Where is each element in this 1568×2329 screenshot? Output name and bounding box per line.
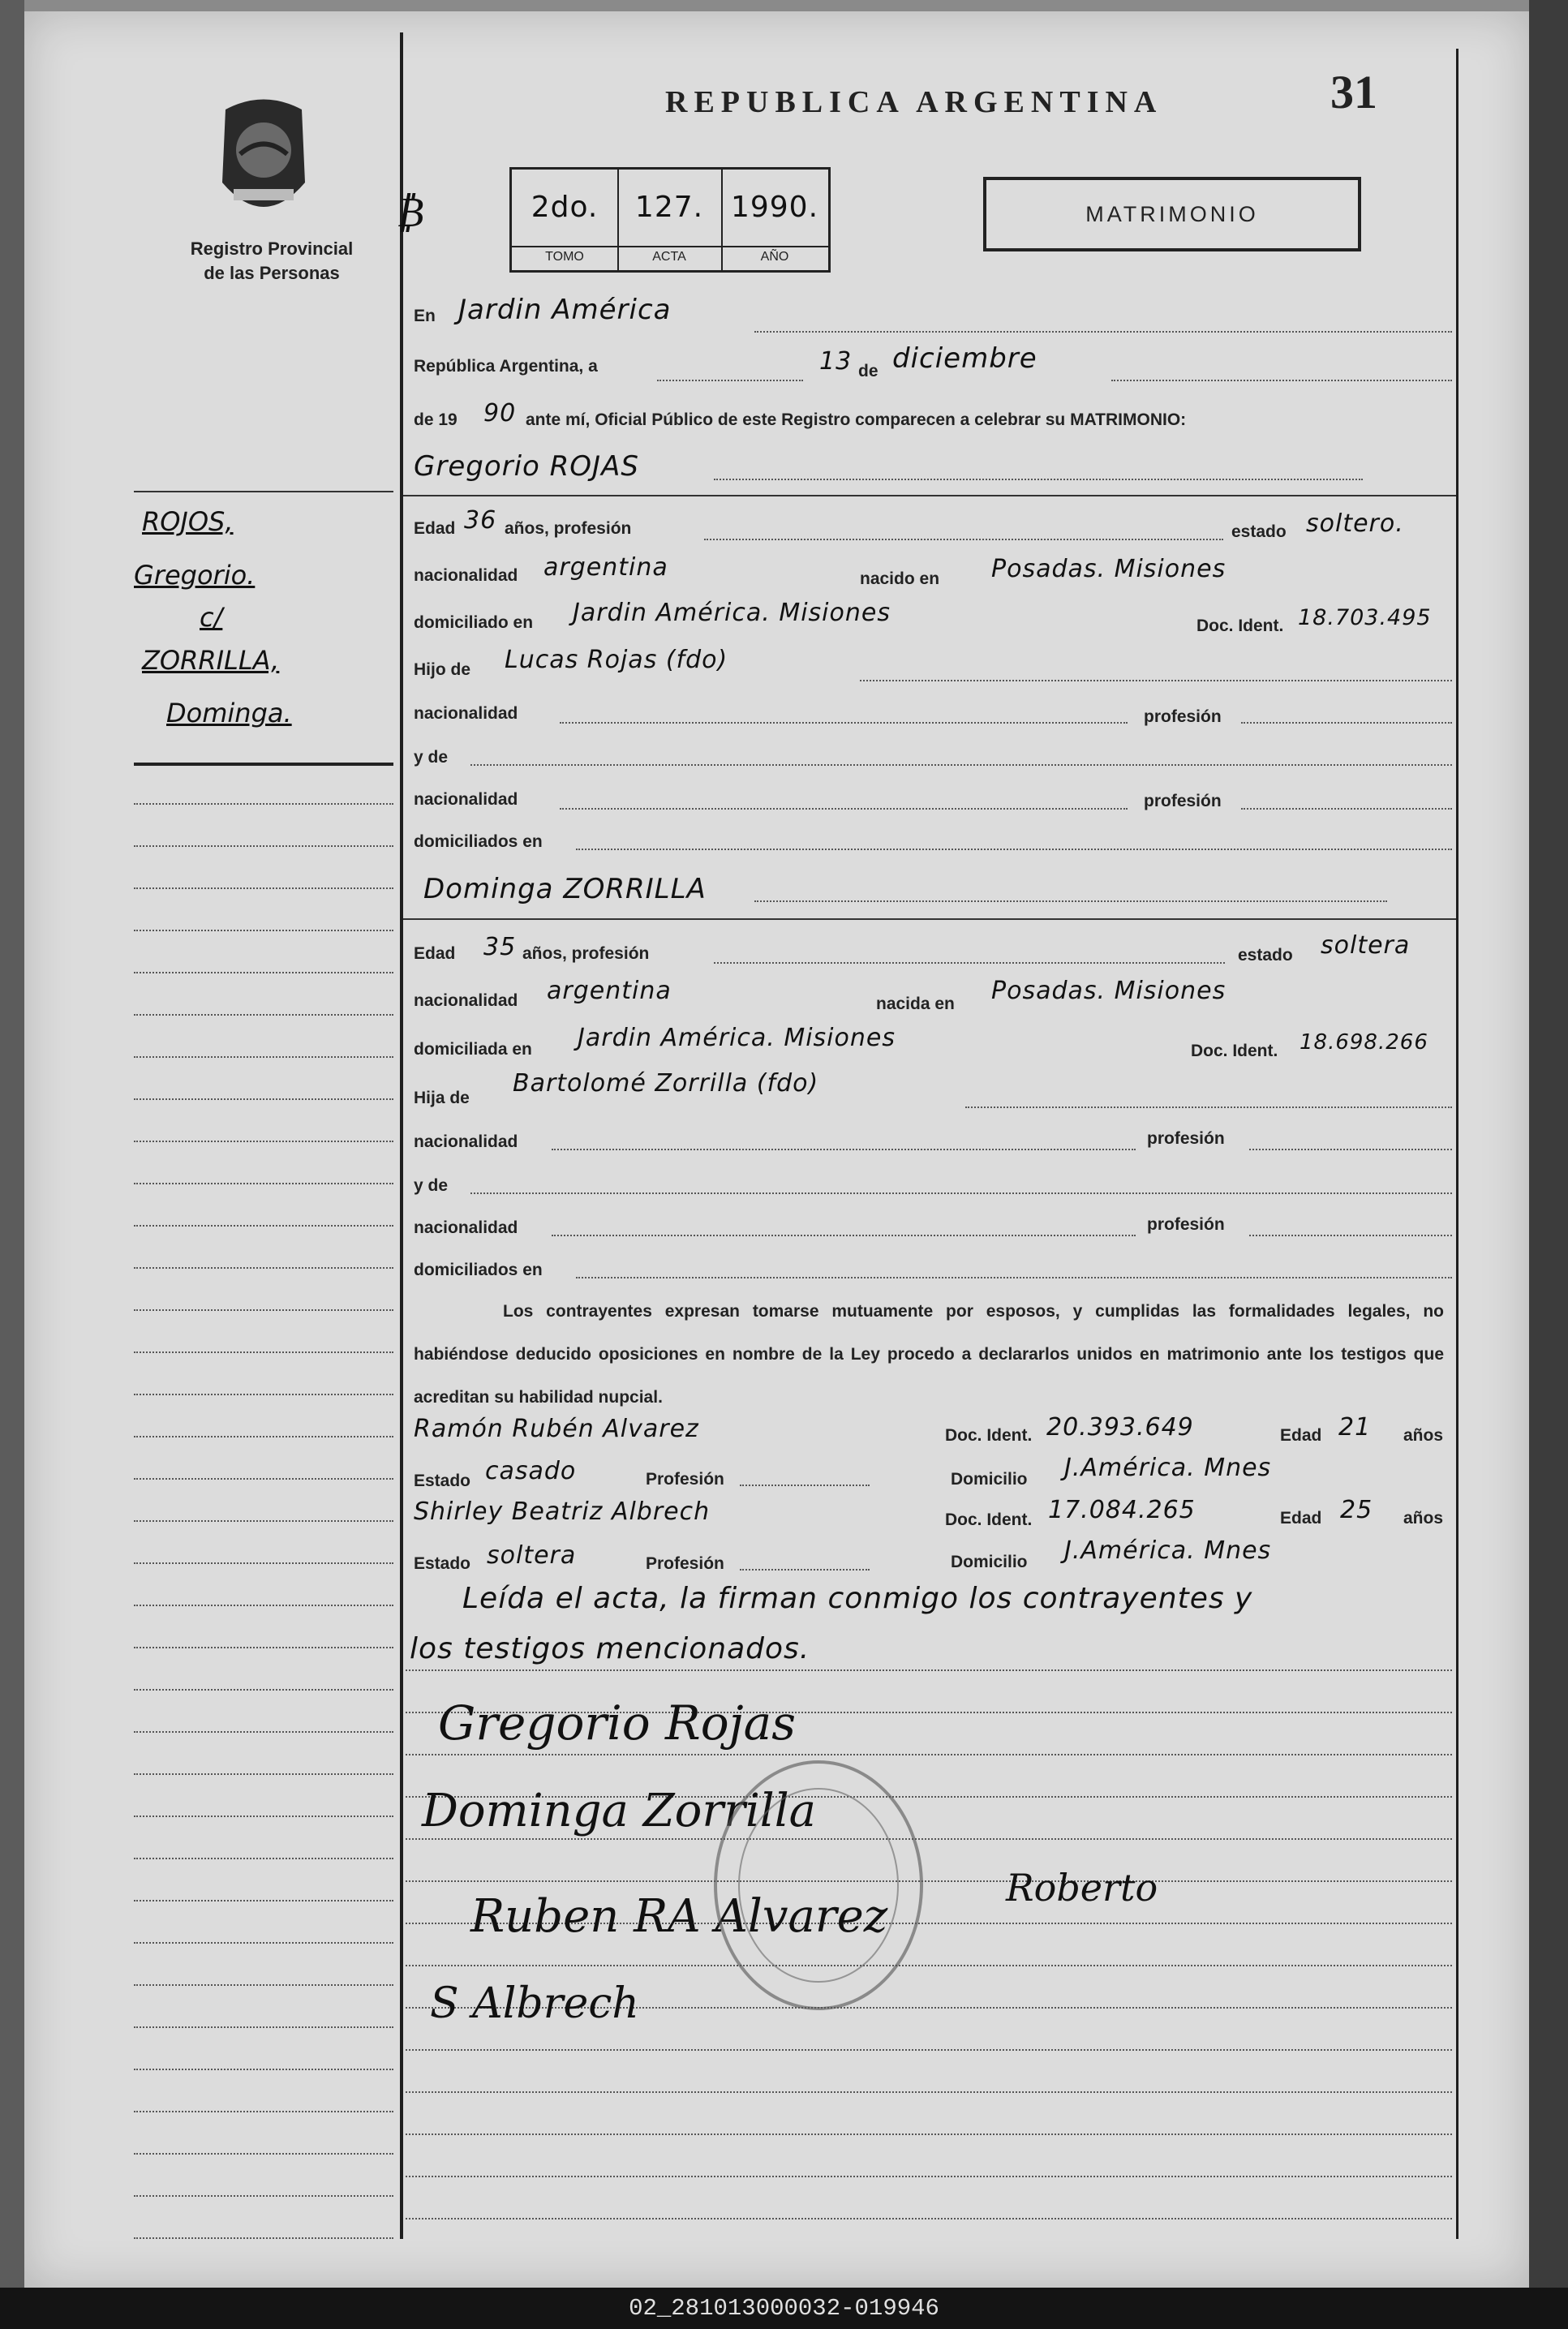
year-prefix: de 19 bbox=[414, 410, 458, 429]
groom-nacionalidad: argentina bbox=[543, 553, 668, 582]
en-label: En bbox=[414, 307, 436, 325]
margin-rule-bottom bbox=[134, 763, 393, 766]
margin-ruled-line bbox=[134, 1056, 393, 1058]
groom-domicilio-label: domiciliado en bbox=[414, 613, 534, 632]
margin-rule bbox=[400, 32, 403, 2239]
groom-edad-label: Edad bbox=[414, 519, 456, 538]
dotline bbox=[704, 539, 1223, 540]
record-type-box: MATRIMONIO bbox=[983, 177, 1361, 251]
tomo-cell: 2do. TOMO bbox=[512, 170, 619, 270]
witness2-age: 25 bbox=[1340, 1496, 1373, 1524]
witness2-name: Shirley Beatriz Albrech bbox=[414, 1498, 711, 1526]
margin-ruled-line bbox=[134, 1984, 393, 1986]
witness1-age: 21 bbox=[1338, 1413, 1372, 1442]
country-title: REPUBLICA ARGENTINA bbox=[665, 85, 1163, 119]
witness2-anos-label: años bbox=[1403, 1509, 1444, 1528]
ruled-line bbox=[406, 1838, 1452, 1840]
witness1-profesion-label: Profesión bbox=[646, 1470, 724, 1489]
margin-ruled-line bbox=[134, 1478, 393, 1480]
bride-domicilio-label: domiciliada en bbox=[414, 1040, 532, 1059]
margin-line-5: Dominga. bbox=[166, 698, 292, 728]
ano-cell: 1990. AÑO bbox=[721, 170, 828, 270]
groom-estado: soltero. bbox=[1306, 509, 1404, 538]
dotline bbox=[714, 962, 1225, 964]
margin-ruled-line bbox=[134, 1014, 393, 1016]
groom-doc-label: Doc. Ident. bbox=[1196, 617, 1284, 635]
bride-profesion-label: profesión bbox=[1147, 1129, 1225, 1148]
groom-age: 36 bbox=[464, 506, 497, 535]
closing-line-2: los testigos mencionados. bbox=[410, 1632, 810, 1665]
dotline bbox=[552, 1149, 1136, 1150]
dotline bbox=[965, 1106, 1452, 1108]
image-id-bar: 02_281013000032-019946 bbox=[0, 2288, 1568, 2329]
witness1-domicilio-label: Domicilio bbox=[951, 1470, 1028, 1489]
witness2-estado-label: Estado bbox=[414, 1554, 471, 1573]
witness2-doc: 17.084.265 bbox=[1048, 1496, 1196, 1524]
margin-ruled-line bbox=[134, 1858, 393, 1859]
margin-ruled-line bbox=[134, 1309, 393, 1311]
dotline bbox=[1241, 808, 1452, 810]
bride-age: 35 bbox=[483, 933, 517, 961]
groom-doc: 18.703.495 bbox=[1298, 605, 1432, 630]
margin-ruled-line bbox=[134, 1098, 393, 1100]
right-rule bbox=[1456, 49, 1458, 2239]
margin-ruled-line bbox=[134, 1351, 393, 1353]
book-spine bbox=[0, 0, 24, 2329]
ruled-line bbox=[406, 2091, 1452, 2093]
republica-label: República Argentina, a bbox=[414, 357, 598, 376]
day-value: 13 bbox=[819, 347, 853, 376]
ruled-line bbox=[406, 2176, 1452, 2177]
closing-line-1: Leída el acta, la firman conmigo los contrayentes y bbox=[462, 1582, 1253, 1615]
place-value: Jardin América bbox=[458, 294, 672, 326]
groom-nacionalidad2-label: nacionalidad bbox=[414, 704, 518, 723]
dotline bbox=[1241, 722, 1452, 724]
signature-groom: Gregorio Rojas bbox=[438, 1695, 796, 1751]
margin-line-3: c/ bbox=[200, 602, 223, 633]
margin-ruled-line bbox=[134, 1942, 393, 1944]
margin-line-4: ZORRILLA, bbox=[142, 645, 280, 676]
official-stamp-icon bbox=[714, 1760, 923, 2010]
witness1-anos-label: años bbox=[1403, 1426, 1444, 1445]
section-rule bbox=[403, 918, 1456, 920]
groom-estado-label: estado bbox=[1231, 522, 1287, 541]
groom-father: Lucas Rojas (fdo) bbox=[505, 646, 728, 674]
witness1-domicilio: J.América. Mnes bbox=[1064, 1454, 1272, 1482]
dotline bbox=[470, 764, 1452, 766]
margin-ruled-line bbox=[134, 1647, 393, 1648]
margin-ruled-line bbox=[134, 1816, 393, 1817]
dotline bbox=[576, 849, 1452, 850]
bride-edad-label: Edad bbox=[414, 944, 456, 963]
dotline bbox=[714, 479, 1363, 480]
bride-nacionalidad-label: nacionalidad bbox=[414, 991, 518, 1010]
witness1-estado-label: Estado bbox=[414, 1472, 471, 1490]
groom-anos-profesion-label: años, profesión bbox=[505, 519, 632, 538]
bride-estado-label: estado bbox=[1238, 946, 1293, 965]
groom-y-de-label: y de bbox=[414, 748, 449, 767]
ruled-line bbox=[406, 2049, 1452, 2051]
witness2-edad-label: Edad bbox=[1280, 1509, 1322, 1528]
margin-line-1: ROJOS, bbox=[142, 506, 234, 537]
witness2-estado: soltera bbox=[487, 1541, 577, 1570]
bride-domicilio: Jardin América. Misiones bbox=[578, 1024, 896, 1052]
dotline bbox=[560, 722, 1128, 724]
margin-ruled-line bbox=[134, 930, 393, 931]
ruled-line bbox=[406, 2218, 1452, 2219]
margin-ruled-line bbox=[134, 845, 393, 847]
margin-ruled-line bbox=[134, 2195, 393, 2197]
bride-anos-profesion-label: años, profesión bbox=[522, 944, 650, 963]
margin-ruled-line bbox=[134, 1394, 393, 1395]
margin-ruled-line bbox=[134, 1900, 393, 1901]
groom-nacionalidad-label: nacionalidad bbox=[414, 566, 518, 585]
groom-nacionalidad3-label: nacionalidad bbox=[414, 790, 518, 809]
witness2-domicilio: J.América. Mnes bbox=[1064, 1536, 1272, 1565]
margin-ruled-line bbox=[134, 1689, 393, 1691]
margin-ruled-line bbox=[134, 887, 393, 889]
page-number: 31 bbox=[1330, 66, 1377, 118]
margin-ruled-line bbox=[134, 1183, 393, 1184]
misiones-seal-icon bbox=[209, 93, 318, 223]
dotline bbox=[740, 1485, 870, 1486]
signature-witness1: Ruben RA Alvarez bbox=[470, 1890, 888, 1943]
dotline bbox=[754, 331, 1452, 333]
ruled-line bbox=[406, 2133, 1452, 2135]
bride-doc-label: Doc. Ident. bbox=[1191, 1042, 1278, 1060]
bride-birthplace: Posadas. Misiones bbox=[991, 977, 1226, 1005]
margin-rule-top bbox=[134, 491, 393, 492]
margin-ruled-line bbox=[134, 1520, 393, 1522]
witness1-doc-label: Doc. Ident. bbox=[945, 1426, 1033, 1445]
dotline bbox=[657, 380, 803, 381]
ruled-line bbox=[406, 1669, 1452, 1671]
comparecen-text: ante mí, Oficial Público de este Registro comparecen a celebrar su MATRIMONIO: bbox=[526, 410, 1187, 429]
ruled-line bbox=[406, 1965, 1452, 1966]
groom-domiciliados-label: domiciliados en bbox=[414, 832, 543, 851]
margin-ruled-line bbox=[134, 2111, 393, 2112]
bride-father: Bartolomé Zorrilla (fdo) bbox=[513, 1069, 819, 1098]
registry-box bbox=[509, 167, 831, 273]
ruled-line bbox=[406, 1754, 1452, 1755]
acta-cell: 127. ACTA bbox=[617, 170, 723, 270]
section-rule bbox=[403, 495, 1456, 496]
groom-name: Gregorio ROJAS bbox=[414, 450, 639, 483]
de-label: de bbox=[858, 362, 879, 380]
dotline bbox=[740, 1569, 870, 1571]
bride-nacionalidad: argentina bbox=[547, 977, 672, 1005]
signature-witness2: S Albrech bbox=[430, 1979, 639, 2028]
groom-hijo-label: Hijo de bbox=[414, 660, 471, 679]
official-initial-mark: ₿ bbox=[396, 188, 424, 237]
margin-line-2: Gregorio. bbox=[134, 560, 256, 591]
signature-bride: Dominga Zorrilla bbox=[422, 1785, 817, 1837]
margin-ruled-line bbox=[134, 2026, 393, 2028]
witness1-doc: 20.393.649 bbox=[1046, 1413, 1194, 1442]
witness2-doc-label: Doc. Ident. bbox=[945, 1510, 1033, 1529]
dotline bbox=[860, 680, 1452, 681]
witness2-domicilio-label: Domicilio bbox=[951, 1553, 1028, 1571]
bride-doc: 18.698.266 bbox=[1300, 1030, 1428, 1055]
groom-domicilio: Jardin América. Misiones bbox=[573, 599, 891, 627]
margin-ruled-line bbox=[134, 1731, 393, 1733]
month-value: diciembre bbox=[892, 342, 1037, 375]
signature-officer: Roberto bbox=[1006, 1866, 1158, 1910]
groom-nacido-label: nacido en bbox=[860, 569, 940, 588]
bride-y-de-label: y de bbox=[414, 1176, 449, 1195]
bride-profesion2-label: profesión bbox=[1147, 1215, 1225, 1234]
declaration-text: Los contrayentes expresan tomarse mutuamente por esposos, y cumplidas las formalidades legales, no habiéndose deducido oposiciones en nombre de la Ley procedo a declararlos unidos en matrimonio ante los testigos que acreditan su habilidad nupcial. bbox=[414, 1302, 1444, 1407]
bride-estado: soltera bbox=[1321, 931, 1411, 960]
year-value: 90 bbox=[483, 399, 517, 428]
dotline bbox=[560, 808, 1128, 810]
margin-ruled-line bbox=[134, 2069, 393, 2070]
groom-birthplace: Posadas. Misiones bbox=[991, 555, 1226, 583]
margin-ruled-line bbox=[134, 803, 393, 805]
margin-ruled-line bbox=[134, 1225, 393, 1227]
margin-ruled-line bbox=[134, 2237, 393, 2239]
margin-ruled-line bbox=[134, 2153, 393, 2155]
book-edge bbox=[1529, 0, 1568, 2329]
witness2-profesion-label: Profesión bbox=[646, 1554, 724, 1573]
margin-ruled-line bbox=[134, 1562, 393, 1564]
dotline bbox=[1249, 1149, 1452, 1150]
bride-nacionalidad2-label: nacionalidad bbox=[414, 1132, 518, 1151]
bride-hija-label: Hija de bbox=[414, 1089, 470, 1107]
dotline bbox=[552, 1235, 1136, 1236]
bride-nacionalidad3-label: nacionalidad bbox=[414, 1218, 518, 1237]
dotline bbox=[1249, 1235, 1452, 1236]
margin-ruled-line bbox=[134, 972, 393, 973]
witness1-name: Ramón Rubén Alvarez bbox=[414, 1415, 699, 1443]
margin-ruled-line bbox=[134, 1267, 393, 1269]
dotline bbox=[576, 1277, 1452, 1278]
registry-label: Registro Provincial de las Personas bbox=[190, 238, 354, 283]
witness1-estado: casado bbox=[485, 1457, 577, 1485]
margin-ruled-line bbox=[134, 1436, 393, 1437]
dotline bbox=[754, 900, 1387, 902]
margin-ruled-line bbox=[134, 1773, 393, 1775]
margin-ruled-line bbox=[134, 1141, 393, 1142]
dotline bbox=[1111, 380, 1452, 381]
groom-profesion-label: profesión bbox=[1144, 707, 1222, 726]
groom-profesion2-label: profesión bbox=[1144, 792, 1222, 810]
bride-domiciliados-label: domiciliados en bbox=[414, 1261, 543, 1279]
margin-ruled-line bbox=[134, 1605, 393, 1606]
dotline bbox=[470, 1192, 1452, 1194]
bride-nacida-label: nacida en bbox=[876, 995, 955, 1013]
ruled-line bbox=[406, 1880, 1452, 1882]
witness1-edad-label: Edad bbox=[1280, 1426, 1322, 1445]
bride-name: Dominga ZORRILLA bbox=[423, 873, 707, 905]
